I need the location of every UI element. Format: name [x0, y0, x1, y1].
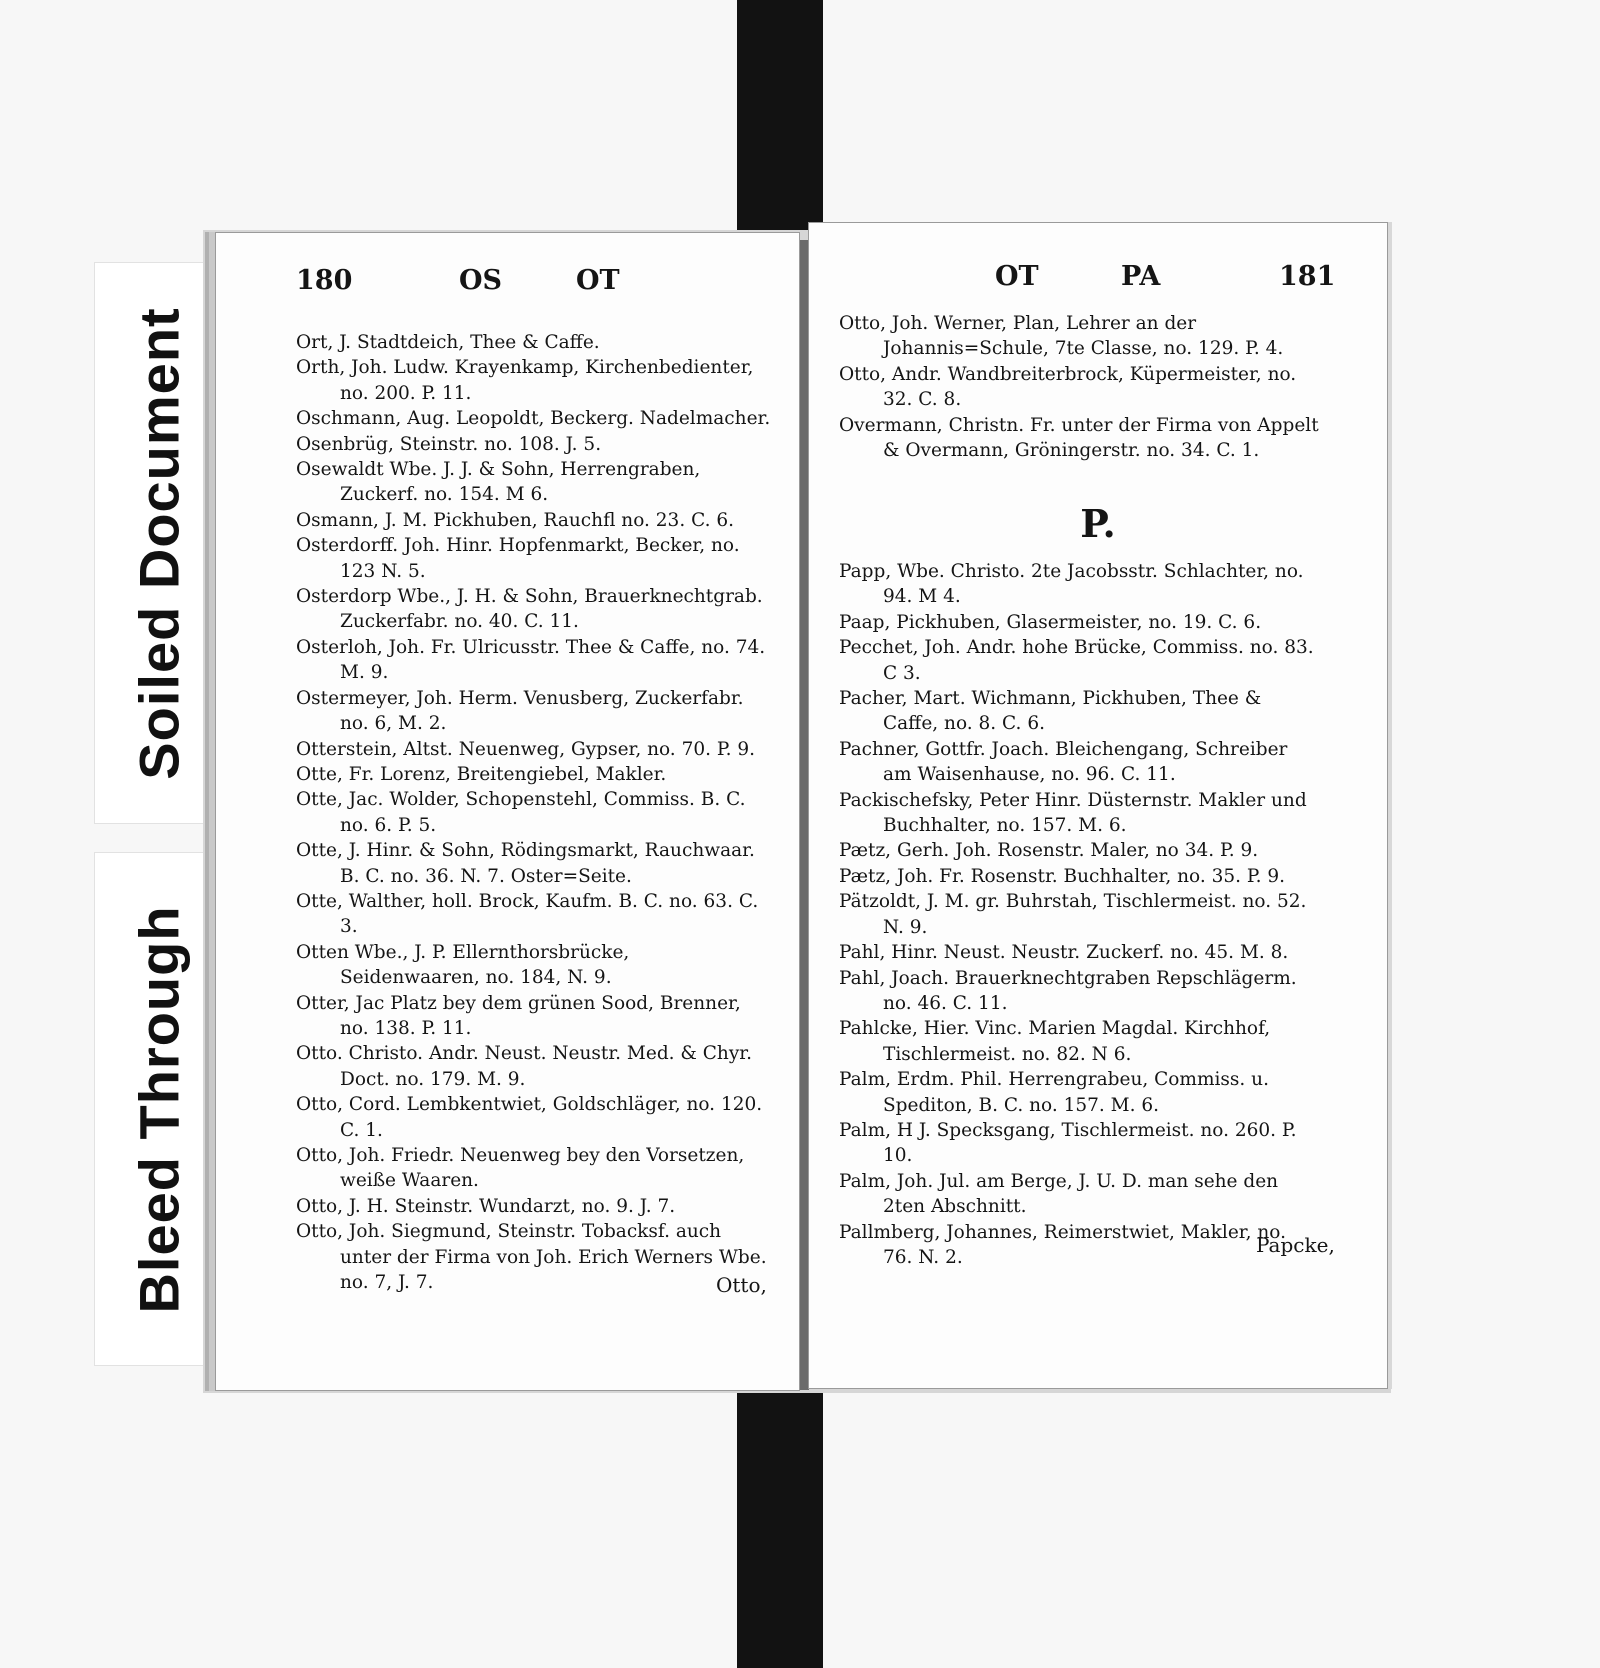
directory-entry: Pahl, Joach. Brauerknechtgraben Repschlägerm. no. 46. C. 11. [839, 967, 1297, 1014]
directory-entry: Palm, Erdm. Phil. Herrengrabeu, Commiss. u. Spediton, B. C. no. 157. M. 6. [839, 1069, 1269, 1116]
left-page-number: 180 [296, 265, 353, 296]
directory-entry: Pacher, Mart. Wichmann, Pickhuben, Thee & Caffe, no. 8. C. 6. [839, 688, 1262, 735]
bleed-through-text: Bleed Through [127, 904, 191, 1314]
left-page [215, 232, 800, 1391]
directory-entry: Ort, J. Stadtdeich, Thee & Caffe. [296, 332, 600, 353]
directory-entry: Otto, Andr. Wandbreiterbrock, Küpermeister, no. 32. C. 8. [839, 363, 1297, 411]
right-entry-list-bottom [839, 559, 1319, 1270]
directory-entry: Pallmberg, Johannes, Reimerstwiet, Makler, no. 76. N. 2. [839, 1221, 1286, 1268]
directory-entry: Osewaldt Wbe. J. J. & Sohn, Herrengraben, Zuckerf. no. 154. M 6. [296, 459, 701, 506]
directory-entry: Osterloh, Joh. Fr. Ulricusstr. Thee & Caffe, no. 74. M. 9. [296, 636, 766, 684]
directory-entry: Packischefsky, Peter Hinr. Düsternstr. Makler und Buchhalter, no. 157. M. 6. [839, 789, 1307, 837]
soiled-document-text: Soiled Document [127, 306, 191, 780]
directory-entry: Pahlcke, Hier. Vinc. Marien Magdal. Kirchhof, Tischlermeist. no. 82. N 6. [839, 1018, 1271, 1065]
left-entry-list [296, 330, 772, 1295]
right-page-number: 181 [1279, 261, 1336, 292]
directory-entry: Pahl, Hinr. Neust. Neustr. Zuckerf. no. 45. M. 8. [839, 942, 1289, 964]
left-header-left: OS [459, 265, 503, 296]
directory-entry: Pachner, Gottfr. Joach. Bleichengang, Schreiber am Waisenhause, no. 96. C. 11. [839, 738, 1288, 786]
directory-entry: Pecchet, Joh. Andr. hohe Brücke, Commiss. no. 83. C 3. [839, 637, 1314, 684]
directory-entry: Overmann, Christn. Fr. unter der Firma von Appelt & Overmann, Gröningerstr. no. 34. C. 1. [839, 414, 1319, 462]
directory-entry: Osenbrüg, Steinstr. no. 108. J. 5. [296, 433, 602, 455]
right-page-header [809, 261, 1387, 311]
directory-entry: Papp, Wbe. Christo. 2te Jacobsstr. Schlachter, no. 94. M 4. [839, 561, 1304, 608]
left-header-right: OT [576, 265, 620, 296]
directory-entry: Otto, Cord. Lembkentwiet, Goldschläger, no. 120. C. 1. [296, 1094, 763, 1141]
binding-strip-bottom [737, 1385, 823, 1668]
directory-entry: Palm, Joh. Jul. am Berge, J. U. D. man sehe den 2ten Abschnitt. [839, 1170, 1279, 1218]
directory-entry: Pætz, Joh. Fr. Rosenstr. Buchhalter, no. 35. P. 9. [839, 865, 1286, 887]
directory-entry: Orth, Joh. Ludw. Krayenkamp, Kirchenbedienter, no. 200. P. 11. [296, 357, 754, 404]
directory-entry: Paap, Pickhuben, Glasermeister, no. 19. C. 6. [839, 611, 1262, 633]
directory-entry: Otto, J. H. Steinstr. Wundarzt, no. 9. J. 7. [296, 1195, 676, 1217]
directory-entry: Osterdorff. Joh. Hinr. Hopfenmarkt, Becker, no. 123 N. 5. [296, 535, 740, 582]
directory-entry: Otto. Christo. Andr. Neust. Neustr. Med. & Chyr. Doct. no. 179. M. 9. [296, 1043, 752, 1090]
directory-entry: Osterdorp Wbe., J. H. & Sohn, Brauerknechtgrab. Zuckerfabr. no. 40. C. 11. [296, 586, 763, 633]
directory-entry: Osmann, J. M. Pickhuben, Rauchfl no. 23. C. 6. [296, 509, 734, 531]
right-catchword: Papcke, [1256, 1233, 1335, 1257]
right-page [808, 222, 1388, 1389]
directory-entry: Oschmann, Aug. Leopoldt, Beckerg. Nadelmacher. [296, 408, 771, 430]
directory-entry: Otto, Joh. Friedr. Neuenweg bey den Vorsetzen, weiße Waaren. [296, 1145, 745, 1192]
right-header-left: OT [995, 261, 1039, 292]
directory-entry: Pätzoldt, J. M. gr. Buhrstah, Tischlermeist. no. 52. N. 9. [839, 891, 1307, 938]
left-catchword: Otto, [716, 1273, 767, 1297]
directory-entry: Otte, Jac. Wolder, Schopenstehl, Commiss. B. C. no. 6. P. 5. [296, 789, 746, 836]
directory-entry: Otto, Joh. Siegmund, Steinstr. Tobacksf. auch unter der Firma von Joh. Erich Werners Wbe. no. 7, J. 7. [296, 1221, 767, 1294]
left-page-header [216, 265, 799, 315]
directory-entry: Otten Wbe., J. P. Ellernthorsbrücke, Seidenwaaren, no. 184, N. 9. [296, 941, 630, 989]
directory-entry: Ostermeyer, Joh. Herm. Venusberg, Zuckerfabr. no. 6, M. 2. [296, 687, 744, 735]
right-header-right: PA [1121, 261, 1161, 292]
right-entry-list-top [839, 311, 1319, 463]
directory-entry: Pætz, Gerh. Joh. Rosenstr. Maler, no 34. P. 9. [839, 840, 1259, 862]
directory-entry: Otto, Joh. Werner, Plan, Lehrer an der Johannis=Schule, 7te Classe, no. 129. P. 4. [839, 313, 1284, 360]
directory-entry: Otte, Fr. Lorenz, Breitengiebel, Makler. [296, 763, 667, 785]
directory-entry: Otte, J. Hinr. & Sohn, Rödingsmarkt, Rauchwaar. B. C. no. 36. N. 7. Oster=Seite. [296, 840, 755, 887]
binding-strip-top [737, 0, 823, 240]
section-letter: P. [1080, 501, 1116, 546]
directory-entry: Otte, Walther, holl. Brock, Kaufm. B. C. no. 63. C. 3. [296, 890, 759, 938]
directory-entry: Otterstein, Altst. Neuenweg, Gypser, no. 70. P. 9. [296, 738, 755, 760]
directory-entry: Palm, H J. Specksgang, Tischlermeist. no. 260. P. 10. [839, 1119, 1297, 1167]
directory-entry: Otter, Jac Platz bey dem grünen Sood, Brenner, no. 138. P. 11. [296, 992, 741, 1039]
